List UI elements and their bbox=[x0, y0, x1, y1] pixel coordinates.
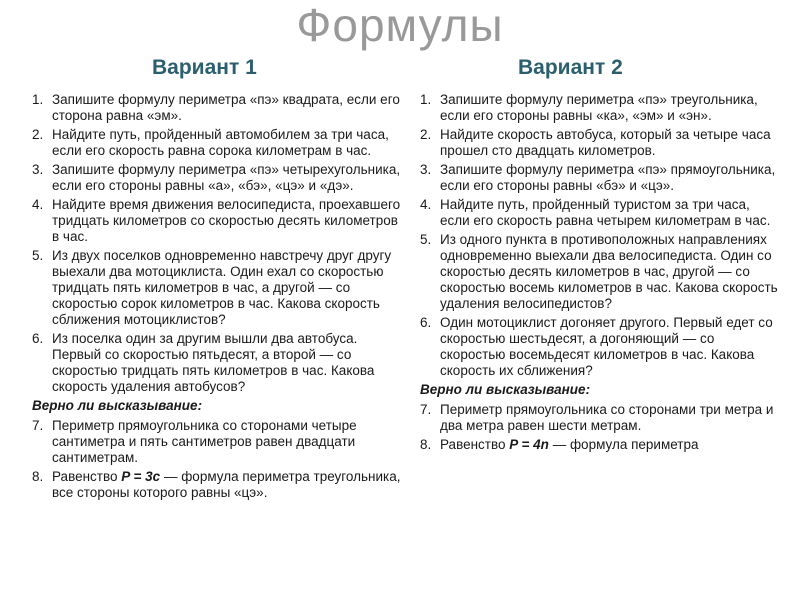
task-item: 1. Запишите формулу периметра «пэ» квадрата, если его сторона равна «эм». bbox=[32, 92, 400, 123]
task-item: 3. Запишите формулу периметра «пэ» прямоугольника, если его стороны равны «бэ» и «цэ». bbox=[420, 162, 776, 193]
variant-2-heading: Вариант 2 bbox=[518, 56, 623, 79]
task-item: 5. Из двух поселков одновременно навстречу друг другу выехали два мотоциклиста. Один ехал со скоростью тридцать пять километров в час, а другой — со скоростью сорок километров в час. Какова скорость сближения мотоциклистов? bbox=[32, 248, 392, 327]
task-item: 2. Найдите скорость автобуса, который за четыре часа прошел сто двадцать километров. bbox=[420, 127, 771, 158]
task-item: 7. Периметр прямоугольника со сторонами три метра и два метра равен шести метрам. bbox=[420, 402, 774, 433]
task-item: 5. Из одного пункта в противоположных направлениях одновременно выехали два велосипедиста. Один со скоростью десять километров в час, другой — со скоростью восемь километров в час. Какова скорость удаления велосипедистов? bbox=[420, 232, 778, 311]
task-item: 8. Равенство P = 4n — формула периметра bbox=[420, 437, 699, 452]
task-item: 1. Запишите формулу периметра «пэ» треугольника, если его стороны равны «ка», «эм» и «эн». bbox=[420, 92, 758, 123]
formula: P = 4n bbox=[509, 437, 549, 452]
page-title: Формулы bbox=[296, 0, 504, 51]
task-item: 7. Периметр прямоугольника со сторонами четыре сантиметра и пять сантиметров равен двадцати сантиметрам. bbox=[32, 418, 357, 465]
task-item: 4. Найдите время движения велосипедиста, проехавшего тридцать километров со скоростью десять километров в час. bbox=[32, 197, 401, 244]
task-item: 3. Запишите формулу периметра «пэ» четырехугольника, если его стороны равны «а», «бэ», «цэ» и «дэ». bbox=[32, 162, 401, 193]
variant-2-column bbox=[420, 92, 782, 456]
variant-1-column bbox=[32, 92, 404, 504]
formula: P = 3c bbox=[121, 469, 161, 484]
true-false-heading: Верно ли высказывание: bbox=[32, 398, 203, 413]
task-item: 4. Найдите путь, пройденный туристом за три часа, если его скорость равна четырем километрам в час. bbox=[420, 197, 771, 228]
task-item: 6. Из поселка один за другим вышли два автобуса. Первый со скоростью пятьдесят, а второй — со скоростью тридцать пять километров в час. Какова скорость удаления автобусов? bbox=[32, 331, 375, 394]
task-item: 8. Равенство P = 3c — формула периметра треугольника, все стороны которого равны «цэ». bbox=[32, 469, 401, 500]
task-item: 6. Один мотоциклист догоняет другого. Первый едет со скоростью шестьдесят, а догоняющий — со скоростью восемьдесят километров в час. Какова скорость их сближения? bbox=[420, 315, 773, 378]
task-item: 2. Найдите путь, пройденный автомобилем за три часа, если его скорость равна сорока километрам в час. bbox=[32, 127, 389, 158]
true-false-heading: Верно ли высказывание: bbox=[420, 382, 591, 397]
variant-1-heading: Вариант 1 bbox=[152, 56, 257, 79]
